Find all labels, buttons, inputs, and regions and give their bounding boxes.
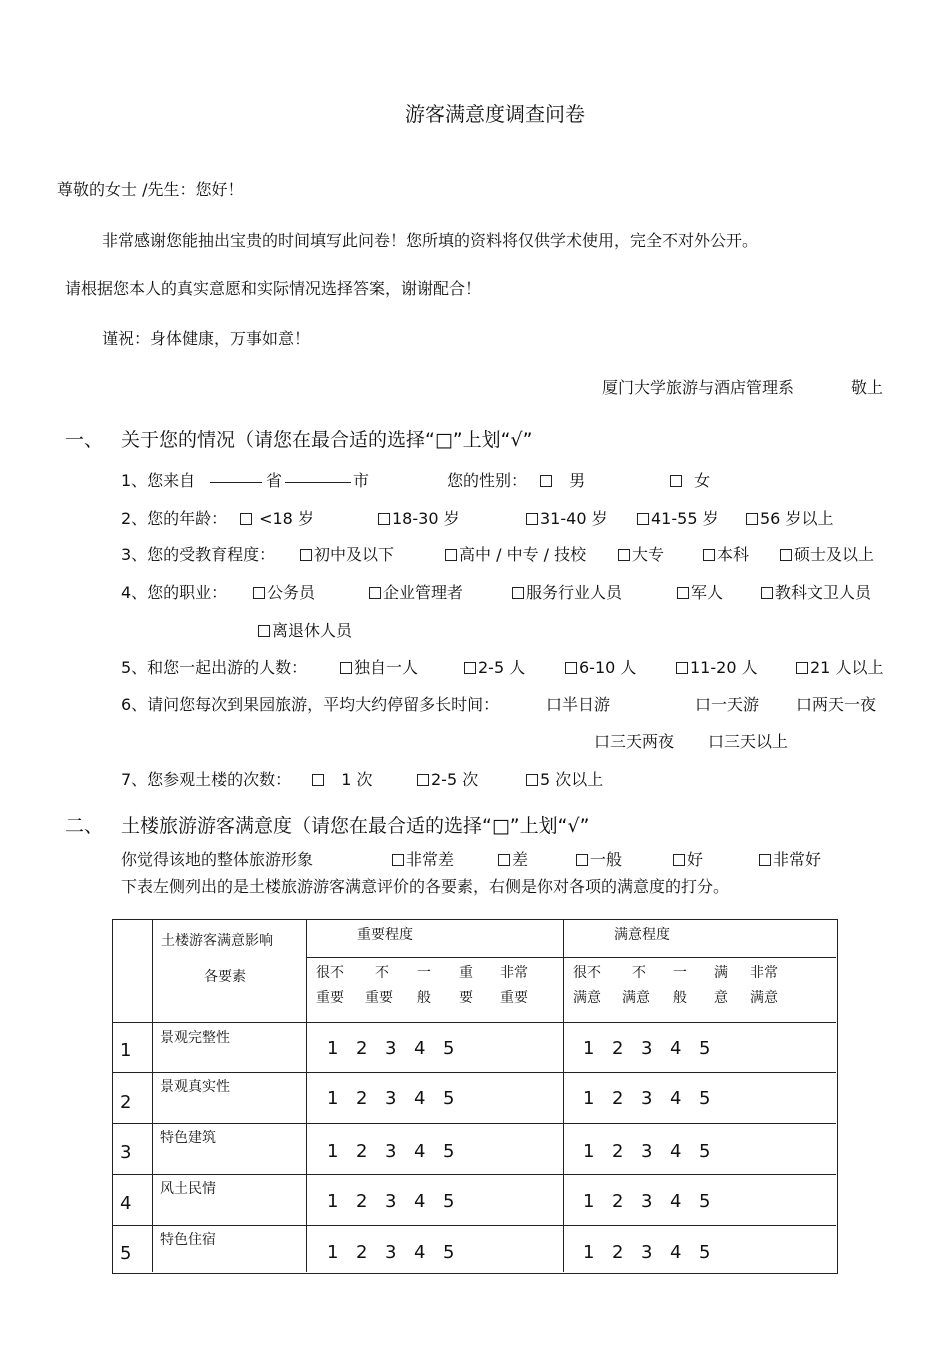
group-size-option[interactable]: 2-5 人	[464, 655, 525, 678]
signature: 厦门大学旅游与酒店管理系	[602, 378, 795, 397]
intro-paragraph: 非常感谢您能抽出宝贵的时间填写此问卷！您所填的资料将仅供学术使用，完全不对外公开。	[102, 231, 759, 250]
occupation-option[interactable]: 军人	[677, 580, 723, 603]
importance-level-label: 一	[417, 965, 431, 981]
q1-province-label: 省	[266, 471, 283, 490]
satisfaction-scale[interactable]: 1 2 3 4 5	[583, 1141, 711, 1162]
overall-option[interactable]: 好	[673, 847, 703, 870]
q1-city-label: 市	[353, 471, 370, 490]
satisfaction-scale[interactable]: 1 2 3 4 5	[583, 1088, 711, 1109]
factor-label: 风土民情	[160, 1181, 216, 1197]
satisfaction-level-label: 非常	[750, 965, 778, 981]
checkbox-icon[interactable]	[796, 662, 808, 674]
overall-option[interactable]: 差	[498, 847, 528, 870]
age-option[interactable]: 18-30 岁	[378, 506, 460, 529]
importance-scale[interactable]: 1 2 3 4 5	[327, 1038, 455, 1059]
q4-label: 4、您的职业：	[121, 583, 228, 602]
q7-label: 7、您参观土楼的次数：	[121, 770, 292, 789]
checkbox-icon[interactable]	[392, 854, 404, 866]
satisfaction-level-label: 一	[673, 965, 687, 981]
importance-level-label: 重要	[316, 990, 344, 1006]
occupation-option[interactable]: 离退休人员	[258, 618, 352, 641]
checkbox-icon[interactable]	[464, 662, 476, 674]
checkbox-icon[interactable]	[576, 854, 588, 866]
checkbox-icon[interactable]	[417, 774, 429, 786]
gender-male-option[interactable]: 男	[540, 468, 585, 491]
education-option[interactable]: 硕士及以上	[780, 542, 874, 565]
checkbox-icon[interactable]	[670, 475, 682, 487]
importance-level-label: 非常	[500, 965, 528, 981]
gender-female-option[interactable]: 女	[670, 468, 710, 491]
visit-count-option[interactable]: 5 次以上	[526, 767, 603, 790]
stay-length-option[interactable]: 口三天两夜	[594, 732, 675, 751]
importance-scale[interactable]: 1 2 3 4 5	[327, 1191, 455, 1212]
satisfaction-level-label: 满意	[622, 990, 650, 1006]
satisfaction-level-label: 般	[673, 990, 687, 1006]
overall-option[interactable]: 非常好	[759, 847, 821, 870]
checkbox-icon[interactable]	[526, 513, 538, 525]
stay-length-option[interactable]: 口三天以上	[708, 732, 789, 751]
q6-label: 6、请问您每次到果园旅游，平均大约停留多长时间：	[121, 695, 500, 714]
satisfaction-scale[interactable]: 1 2 3 4 5	[583, 1191, 711, 1212]
checkbox-icon[interactable]	[565, 662, 577, 674]
checkbox-icon[interactable]	[540, 475, 552, 487]
section1-number: 一、	[65, 429, 104, 451]
q5-label: 5、和您一起出游的人数：	[121, 658, 308, 677]
age-option[interactable]: 56 岁以上	[746, 506, 833, 529]
checkbox-icon[interactable]	[676, 662, 688, 674]
factor-label: 景观完整性	[160, 1030, 230, 1046]
education-option[interactable]: 初中及以下	[300, 542, 394, 565]
importance-level-label: 要	[459, 990, 473, 1006]
importance-header: 重要程度	[357, 927, 413, 943]
checkbox-icon[interactable]	[759, 854, 771, 866]
checkbox-icon[interactable]	[300, 549, 312, 561]
checkbox-icon[interactable]	[512, 587, 524, 599]
q1-label: 1、您来自	[121, 471, 196, 490]
satisfaction-level-label: 满意	[573, 990, 601, 1006]
checkbox-icon[interactable]	[240, 513, 252, 525]
factor-header-sub: 各要素	[204, 969, 246, 985]
checkbox-icon[interactable]	[312, 774, 324, 786]
importance-scale[interactable]: 1 2 3 4 5	[327, 1088, 455, 1109]
visit-count-option[interactable]: 1 次	[312, 767, 373, 790]
checkbox-icon[interactable]	[746, 513, 758, 525]
rating-table	[112, 919, 838, 1274]
checkbox-icon[interactable]	[526, 774, 538, 786]
overall-option[interactable]: 非常差	[392, 847, 454, 870]
checkbox-icon[interactable]	[258, 625, 270, 637]
importance-level-label: 般	[417, 990, 431, 1006]
importance-level-label: 重	[459, 965, 473, 981]
section1-title: 关于您的情况（请您在最合适的选择“□”上划“√”	[121, 429, 533, 451]
section2-title: 土楼旅游游客满意度（请您在最合适的选择“□”上划“√”	[121, 815, 590, 837]
occupation-option[interactable]: 教科文卫人员	[761, 580, 871, 603]
row-index: 5	[120, 1243, 132, 1264]
checkbox-icon[interactable]	[445, 549, 457, 561]
page-title: 游客满意度调查问卷	[405, 102, 585, 126]
occupation-option[interactable]: 服务行业人员	[512, 580, 622, 603]
satisfaction-level-label: 满意	[750, 990, 778, 1006]
group-size-option[interactable]: 独自一人	[340, 655, 418, 678]
checkbox-icon[interactable]	[498, 854, 510, 866]
stay-length-option[interactable]: 口一天游	[695, 695, 760, 714]
province-field[interactable]	[210, 468, 262, 483]
overall-option[interactable]: 一般	[576, 847, 622, 870]
checkbox-icon[interactable]	[378, 513, 390, 525]
greeting: 尊敬的女士 /先生：您好！	[57, 180, 244, 199]
factor-label: 特色住宿	[160, 1232, 216, 1248]
education-option[interactable]: 高中 / 中专 / 技校	[445, 542, 586, 565]
satisfaction-header: 满意程度	[614, 927, 670, 943]
q2-label: 2、您的年龄：	[121, 509, 228, 528]
education-option[interactable]: 本科	[703, 542, 749, 565]
checkbox-icon[interactable]	[618, 549, 630, 561]
satisfaction-level-label: 不	[632, 965, 646, 981]
satisfaction-level-label: 很不	[573, 965, 601, 981]
group-size-option[interactable]: 11-20 人	[676, 655, 758, 678]
importance-level-label: 不	[375, 965, 389, 981]
satisfaction-scale[interactable]: 1 2 3 4 5	[583, 1038, 711, 1059]
factor-header: 土楼游客满意影响	[161, 933, 273, 949]
overall-image-label: 你觉得该地的整体旅游形象	[121, 850, 314, 869]
checkbox-icon[interactable]	[677, 587, 689, 599]
checkbox-icon[interactable]	[637, 513, 649, 525]
checkbox-icon[interactable]	[761, 587, 773, 599]
checkbox-icon[interactable]	[703, 549, 715, 561]
visit-count-option[interactable]: 2-5 次	[417, 767, 478, 790]
group-size-option[interactable]: 21 人以上	[796, 655, 883, 678]
row-index: 1	[120, 1040, 132, 1061]
occupation-option[interactable]: 企业管理者	[369, 580, 463, 603]
satisfaction-level-label: 满	[714, 965, 728, 981]
importance-scale[interactable]: 1 2 3 4 5	[327, 1242, 455, 1263]
importance-scale[interactable]: 1 2 3 4 5	[327, 1141, 455, 1162]
checkbox-icon[interactable]	[780, 549, 792, 561]
row-index: 2	[120, 1092, 132, 1113]
stay-length-option[interactable]: 口两天一夜	[796, 695, 877, 714]
importance-level-label: 重要	[365, 990, 393, 1006]
age-option[interactable]: 41-55 岁	[637, 506, 719, 529]
age-option[interactable]: 31-40 岁	[526, 506, 608, 529]
education-option[interactable]: 大专	[618, 542, 664, 565]
q3-label: 3、您的受教育程度：	[121, 545, 276, 564]
occupation-option[interactable]: 公务员	[253, 580, 315, 603]
checkbox-icon[interactable]	[673, 854, 685, 866]
satisfaction-scale[interactable]: 1 2 3 4 5	[583, 1242, 711, 1263]
city-field[interactable]	[285, 468, 351, 483]
signature-suffix: 敬上	[851, 378, 884, 397]
stay-length-option[interactable]: 口半日游	[546, 695, 611, 714]
instruction-paragraph: 请根据您本人的真实意愿和实际情况选择答案，谢谢配合！	[65, 279, 482, 298]
importance-level-label: 重要	[500, 990, 528, 1006]
wish-line: 谨祝：身体健康，万事如意！	[102, 329, 311, 348]
gender-label: 您的性别：	[447, 471, 528, 490]
row-index: 4	[120, 1193, 132, 1214]
group-size-option[interactable]: 6-10 人	[565, 655, 636, 678]
checkbox-icon[interactable]	[340, 662, 352, 674]
checkbox-icon[interactable]	[253, 587, 265, 599]
factor-label: 特色建筑	[160, 1130, 216, 1146]
section2-number: 二、	[65, 815, 104, 837]
age-option[interactable]: <18 岁	[240, 506, 314, 529]
table-intro: 下表左侧列出的是土楼旅游游客满意评价的各要素，右侧是你对各项的满意度的打分。	[121, 877, 730, 896]
checkbox-icon[interactable]	[369, 587, 381, 599]
row-index: 3	[120, 1142, 132, 1163]
satisfaction-level-label: 意	[714, 990, 728, 1006]
importance-level-label: 很不	[316, 965, 344, 981]
factor-label: 景观真实性	[160, 1079, 230, 1095]
